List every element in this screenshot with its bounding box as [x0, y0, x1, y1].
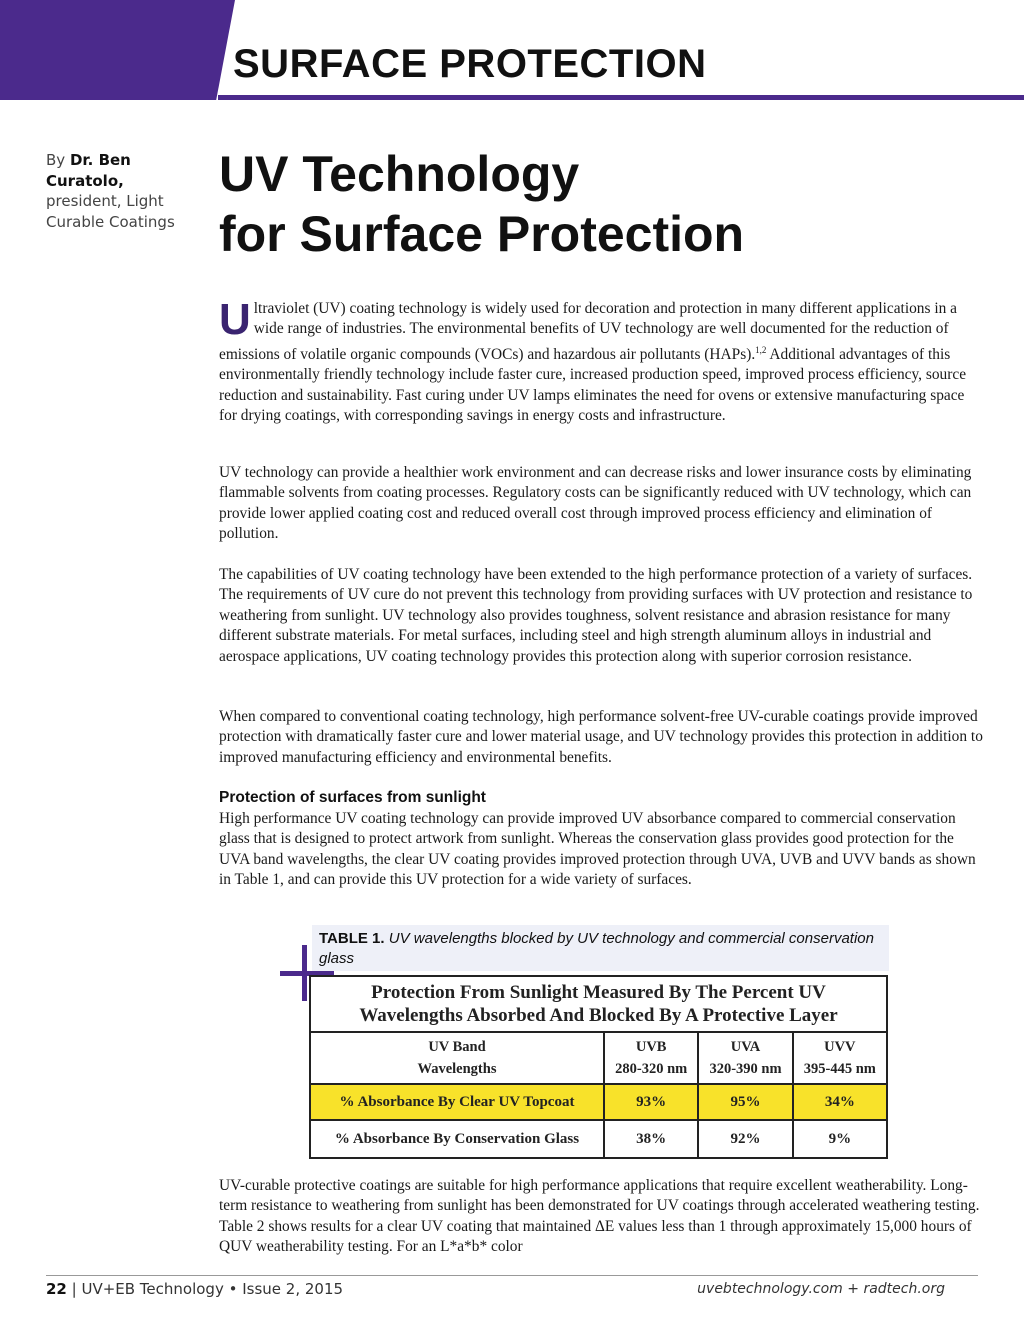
table-header-cell: [698, 1032, 792, 1084]
article-title: [219, 144, 999, 264]
section-subhead: Protection of surfaces from sunlight: [219, 789, 486, 806]
table-header-cell: [310, 1032, 604, 1084]
publication-name: | UV+EB Technology • Issue 2, 2015: [66, 1280, 344, 1298]
header-rule: [218, 95, 1024, 100]
paragraph-6-text: UV-curable protective coatings are suitable for high performance applications that require excellent weatherability. Long-term resistance to weathering from sunlight has been demonstrated for UV coatings through accelerated weathering testing. Table 2 shows results for a clear UV coating that maintained ΔE values less than 1 through approximately 15,000 hours of QUV weatherability testing. For an L*a*b* color: [219, 1177, 980, 1256]
table-header-cell: [793, 1032, 887, 1084]
col-range: 280-320 nm: [615, 1061, 688, 1077]
table-heading-line2: Wavelengths Absorbed And Blocked By A Protective Layer: [359, 1005, 838, 1026]
table-cell: 93%: [604, 1084, 698, 1120]
table-header-cell: [604, 1032, 698, 1084]
article-title-line1: UV Technology: [219, 146, 580, 202]
table-row: [310, 1084, 887, 1120]
table-caption-text: UV wavelengths blocked by UV technology and commercial conservation glass: [319, 930, 874, 967]
page-number: 22: [46, 1280, 67, 1298]
paragraph-intro: [219, 295, 984, 427]
col-range: 320-390 nm: [709, 1061, 782, 1077]
col-range: 395-445 nm: [803, 1061, 876, 1077]
table-heading-line1: Protection From Sunlight Measured By The Percent UV: [371, 982, 826, 1003]
drop-cap: U: [219, 295, 251, 344]
table-label: TABLE 1.: [319, 930, 385, 947]
footer-publication: [46, 1280, 343, 1298]
col-band: UVA: [730, 1039, 761, 1055]
col0-line1: UV Band: [428, 1039, 486, 1055]
article-title-line2: for Surface Protection: [219, 206, 745, 262]
table-cell: 34%: [793, 1084, 887, 1120]
table-cell: 92%: [698, 1120, 792, 1158]
paragraph-intro-text: ltraviolet (UV) coating technology is widely used for decoration and protection in many different applications in a wide range of industries. The environmental benefits of UV technology are well documented for the reduction of emissions of volatile organic compounds (VOCs) and hazardous air pollutants (HAPs).: [219, 300, 957, 363]
col-band: UVB: [635, 1039, 667, 1055]
paragraph-6: [219, 1176, 984, 1258]
paragraph-4: [219, 707, 984, 768]
table-row-label: % Absorbance By Conservation Glass: [310, 1120, 604, 1158]
paragraph-2-text: UV technology can provide a healthier work environment and can decrease risks and lower insurance costs by eliminating flammable solvents from coating processes. Regulatory costs can be significantly reduced with UV technology, which can provide lower applied coating cost and reduced overall cost through improved process efficiency and elimination of pollution.: [219, 464, 972, 543]
table-row-label: % Absorbance By Clear UV Topcoat: [310, 1084, 604, 1120]
paragraph-4-text: When compared to conventional coating technology, high performance solvent-free UV-curable coatings provide improved protection with dramatically faster cure and lower material usage, and UV technology provides this protection in addition to improved manufacturing efficiency and environmental benefits.: [219, 708, 983, 766]
uv-absorbance-table: [309, 975, 888, 1159]
col0-line2: Wavelengths: [417, 1061, 497, 1077]
paragraph-3-text: The capabilities of UV coating technology have been extended to the high performance protection of a variety of surfaces. The requirements of UV cure do not prevent this technology from providing surfaces with UV protection and resistance to weathering from sunlight. UV technology also provides toughness, solvent resistance and abrasion resistance for many different substrate materials. For metal surfaces, including steel and high strength aluminum alloys in industrial and aerospace applications, UV coating technology provides this protection along with superior corrosion resistance.: [219, 566, 973, 665]
byline-author: Dr. Ben Curatolo,: [46, 151, 131, 190]
section-title: SURFACE PROTECTION: [233, 42, 707, 86]
header-color-band: [0, 0, 235, 100]
byline: [46, 150, 196, 232]
paragraph-5-text: High performance UV coating technology can provide improved UV absorbance compared to commercial conservation glass that is designed to protect artwork from sunlight. Whereas the conservation glass provides good protection for the UVA band wavelengths, the clear UV coating provides improved protection through UVA, UVB and UVV bands as shown in Table 1, and can provide this UV protection for a wide variety of surfaces.: [219, 810, 976, 889]
byline-role: president, Light Curable Coatings: [46, 192, 175, 231]
byline-prefix: By: [46, 151, 70, 169]
table-caption: [319, 929, 879, 969]
table-heading: [310, 976, 887, 1032]
paragraph-2: [219, 463, 984, 545]
paragraph-3: [219, 565, 984, 667]
table-cell: 95%: [698, 1084, 792, 1120]
footer-rule: [46, 1275, 978, 1276]
table-header-row: [310, 1032, 887, 1084]
col-band: UVV: [824, 1039, 856, 1055]
table-row: [310, 1120, 887, 1158]
footer-websites: uvebtechnology.com + radtech.org: [697, 1281, 945, 1297]
table-cell: 38%: [604, 1120, 698, 1158]
citation-superscript: 1,2: [755, 344, 767, 355]
paragraph-intro-text-cont: Additional advantages of this environmentally friendly technology include faster cure, increased production speed, improved process efficiency, source reduction and sustainability. Fast curing under UV lamps eliminates the need for ovens or extensive manufacturing space for drying coatings, with corresponding savings in energy costs and infrastructure.: [219, 345, 967, 425]
paragraph-5: [219, 809, 984, 891]
table-cell: 9%: [793, 1120, 887, 1158]
